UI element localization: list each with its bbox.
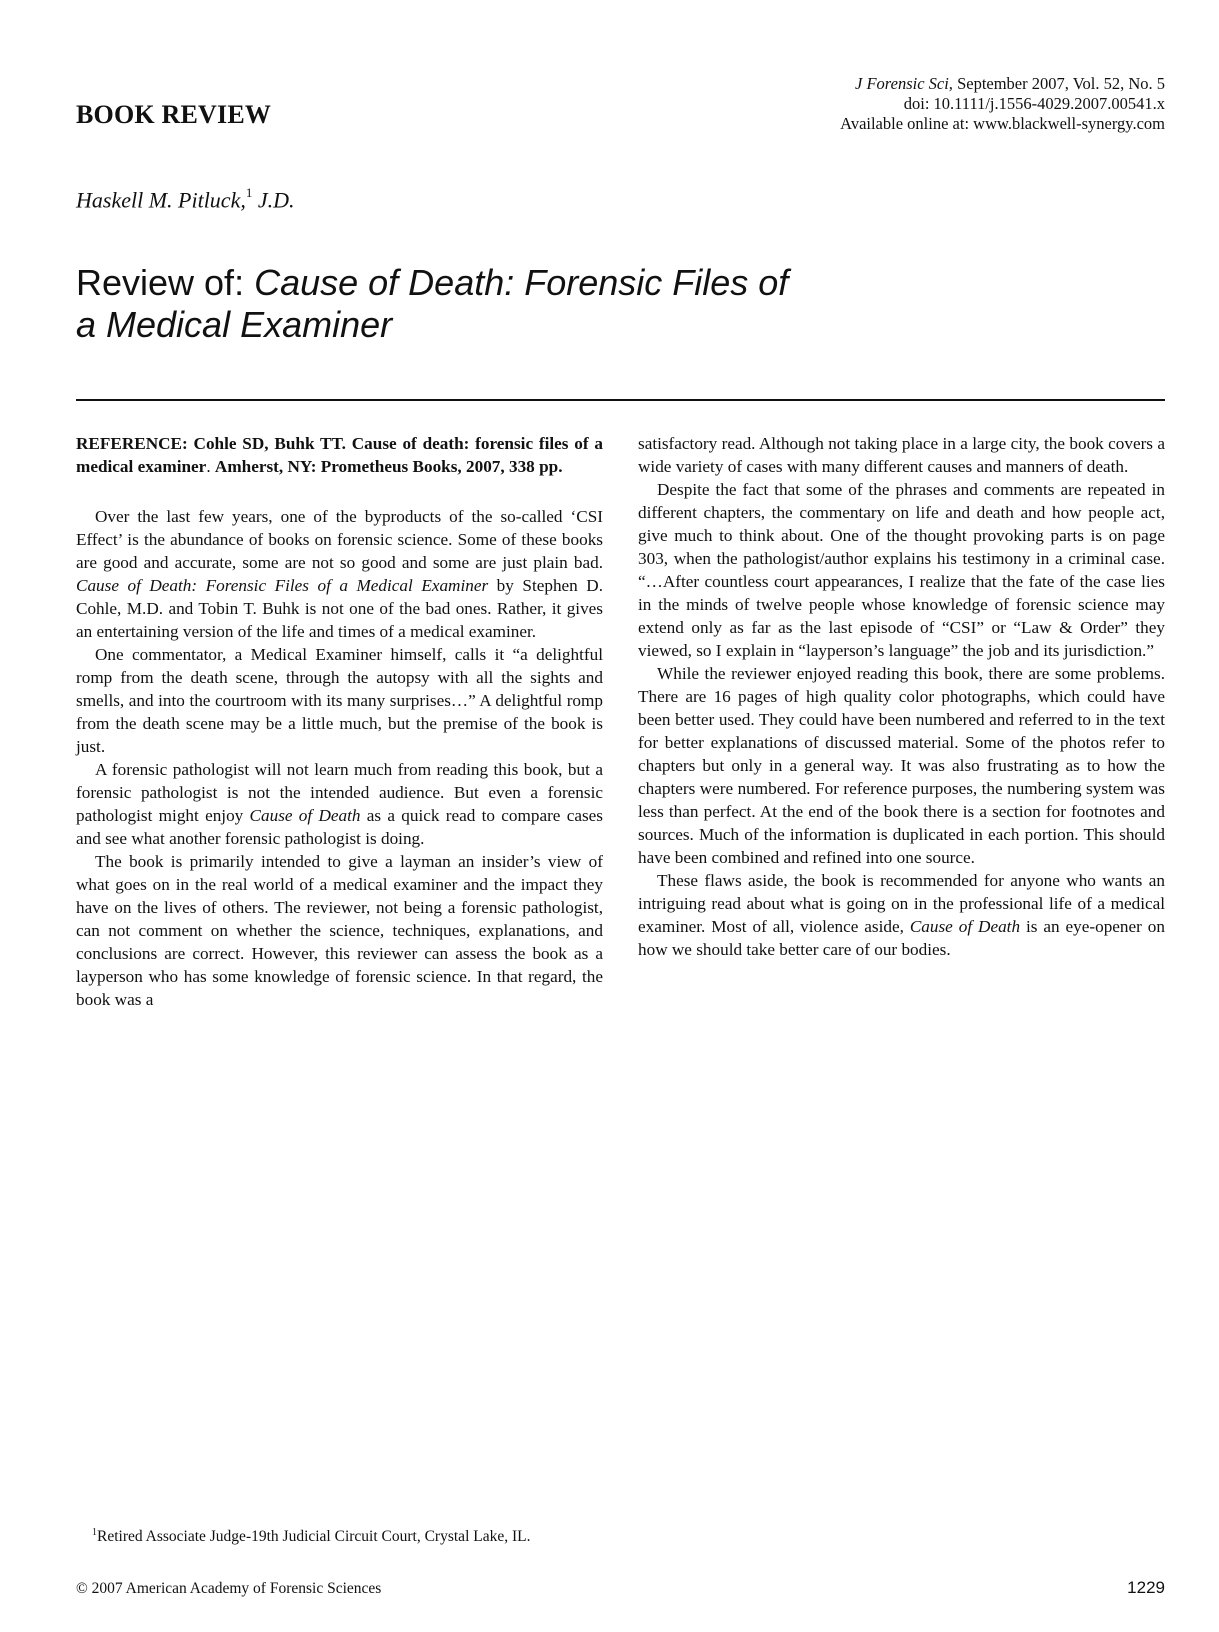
doi: doi: 10.1111/j.1556-4029.2007.00541.x (903, 94, 1165, 113)
p7-text-c: is an eye-opener on how we should take better care of our bodies. (638, 917, 1165, 959)
p7-text-a: These flaws aside, the book is recommended for anyone who wants an intriguing read about what is going on in the professional life of a medical examiner. Most of all, violence aside, (638, 871, 1165, 936)
journal-issue: September 2007, Vol. 52, No. 5 (957, 74, 1165, 93)
reference-text-1: REFERENCE: Cohle SD, Buhk TT. Cause of death: forensic files of a medical examiner (76, 434, 603, 476)
p1-text-c: by Stephen D. Cohle, M.D. and Tobin T. Buhk is not one of the bad ones. Rather, it gives an entertaining version of the life and times of a medical examiner. (76, 576, 603, 641)
reference-text-2: . (206, 457, 215, 476)
title-divider (76, 399, 1165, 401)
reference-citation (76, 432, 603, 478)
book-title-line1: Cause of Death: Forensic Files of (254, 262, 789, 303)
article-title (76, 262, 896, 346)
author-footnote-mark: 1 (245, 185, 253, 200)
paragraph-4: The book is primarily intended to give a layman an insider’s view of what goes on in the real world of a medical examiner and the impact they have on the lives of others. The reviewer, not being a forensic pathologist, can not comment on whether the science, techniques, explanations, and conclusions are correct. However, this reviewer can assess the book as a layperson who has some knowledge of forensic science. In that regard, the book was a (76, 852, 603, 1009)
left-column (76, 432, 603, 1011)
paragraph-6: While the reviewer enjoyed reading this book, there are some problems. There are 16 pages of high quality color photographs, which could have been better used. They could have been numbered and referred to in the text for better explanations of discussed material. Some of the photos refer to chapters but only in a general way. It was also frustrating as to how the chapters were numbered. For reference purposes, the numbering system was less than perfect. At the end of the book there is a section for footnotes and sources. Much of the information is duplicated in each portion. This should have been combined and refined into one source. (638, 664, 1165, 867)
author-line (76, 187, 295, 213)
journal-citation (840, 74, 1165, 94)
book-title-line2: a Medical Examiner (76, 304, 393, 345)
p3-text-a: A forensic pathologist will not learn much from reading this book, but a forensic pathologist is not the intended audience. But even a forensic pathologist might enjoy (76, 760, 603, 825)
author-degree: J.D. (252, 187, 295, 213)
author-name: Haskell M. Pitluck, (76, 187, 246, 213)
p7-book-title: Cause of Death (909, 917, 1021, 936)
section-label: BOOK REVIEW (76, 100, 272, 129)
p3-text-c: as a quick read to compare cases and see what another forensic pathologist is doing. (76, 806, 603, 848)
right-column (638, 432, 1165, 961)
title-prefix: Review of: (76, 262, 255, 303)
p1-text-a: Over the last few years, one of the byproducts of the so-called ‘CSI Effect’ is the abundance of books on forensic science. Some of these books are good and accurate, some are not so good and some are just plain bad. (76, 507, 603, 572)
paragraph-3 (76, 758, 603, 850)
journal-name: J Forensic Sci, (855, 74, 953, 93)
p3-book-title: Cause of Death (249, 806, 361, 825)
footnote-text: Retired Associate Judge-19th Judicial Circuit Court, Crystal Lake, IL. (97, 1528, 531, 1546)
footnote-mark: 1 (92, 1527, 97, 1538)
paragraph-7 (638, 869, 1165, 961)
copyright: © 2007 American Academy of Forensic Sciences (76, 1580, 382, 1597)
available-online: Available online at: www.blackwell-synergy.com (840, 114, 1165, 133)
reference-text-3: Amherst, NY: Prometheus Books, 2007, 338 pp. (214, 457, 563, 476)
p1-book-title: Cause of Death: Forensic Files of a Medical Examiner (76, 576, 489, 595)
footnote (92, 1527, 530, 1546)
paragraph-1 (76, 505, 603, 643)
journal-info (840, 74, 1165, 134)
paragraph-2: One commentator, a Medical Examiner himself, calls it “a delightful romp from the death scene, through the autopsy with all the sights and smells, and into the courtroom with its many surprises…” A delightful romp from the death scene may be a little much, but the premise of the book is just. (76, 645, 603, 756)
page-number: 1229 (1127, 1578, 1165, 1597)
paragraph-4-continued: satisfactory read. Although not taking place in a large city, the book covers a wide variety of cases with many different causes and manners of death. (638, 434, 1165, 476)
paragraph-5: Despite the fact that some of the phrases and comments are repeated in different chapters, the commentary on life and death and how people act, give much to think about. One of the thought provoking parts is on page 303, when the pathologist/author explains his testimony in a criminal case. “…After countless court appearances, I realize that the fate of the case lies in the minds of twelve people whose knowledge of forensic science may extend only as far as the last episode of “CSI” or “Law & Order” they viewed, so I explain in “layperson’s language” the job and its jurisdiction.” (638, 480, 1165, 660)
